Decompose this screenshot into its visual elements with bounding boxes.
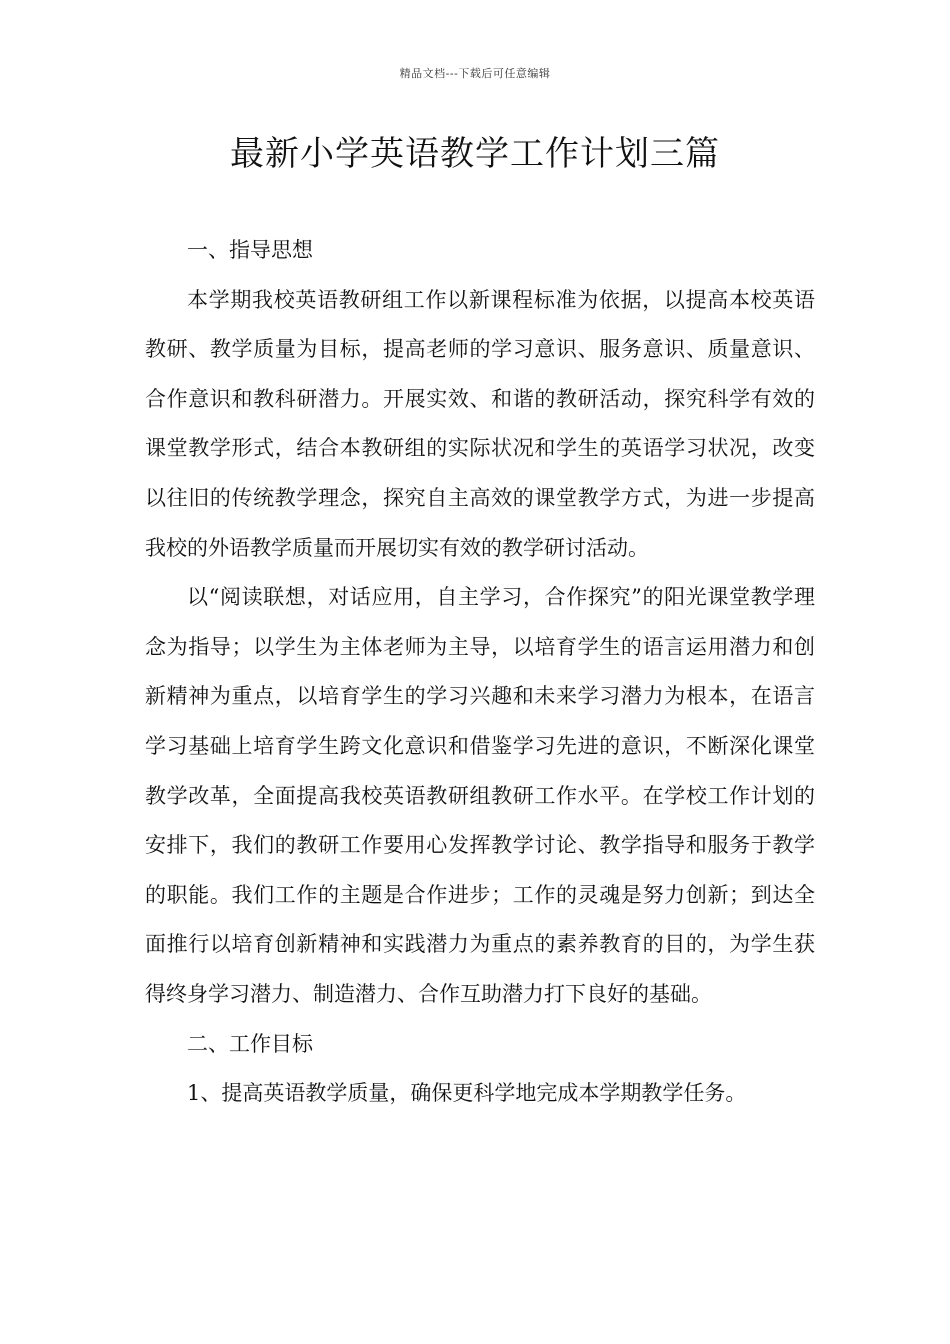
section-heading-guiding-ideology: 一、指导思想 bbox=[187, 238, 313, 262]
section-heading-work-goals: 二、工作目标 bbox=[187, 1031, 313, 1056]
document-title: 最新小学英语教学工作计划三篇 bbox=[230, 134, 720, 174]
document-body bbox=[145, 226, 815, 1119]
header-note: 精品文档---下载后可任意编辑 bbox=[399, 67, 551, 80]
body-paragraph: 以“阅读联想，对话应用，自主学习，合作探究”的阳光课堂教学理念为指导；以学生为主体老师为主导，以培育学生的语言运用潜力和创新精神为重点，以培育学生的学习兴趣和未来学习潜力为根本，在语言学习基础上培育学生跨文化意识和借鉴学习先进的意识，不断深化课堂教学改革，全面提高我校英语教研组教研工作水平。在学校工作计划的安排下，我们的教研工作要用心发挥教学讨论、教学指导和服务于教学的职能。我们工作的主题是合作进步；工作的灵魂是努力创新；到达全面推行以培育创新精神和实践潜力为重点的素养教育的目的，为学生获得终身学习潜力、制造潜力、合作互助潜力打下良好的基础。 bbox=[145, 585, 815, 1006]
body-paragraph: 1、提高英语教学质量，确保更科学地完成本学期教学任务。 bbox=[187, 1081, 747, 1106]
body-paragraph: 本学期我校英语教研组工作以新课程标准为依据，以提高本校英语教研、教学质量为目标，提高老师的学习意识、服务意识、质量意识、合作意识和教科研潜力。开展实效、和谐的教研活动，探究科学有效的课堂教学形式，结合本教研组的实际状况和学生的英语学习状况，改变以往旧的传统教学理念，探究自主高效的课堂教学方式，为进一步提高我校的外语教学质量而开展切实有效的教学研讨活动。 bbox=[145, 287, 815, 560]
